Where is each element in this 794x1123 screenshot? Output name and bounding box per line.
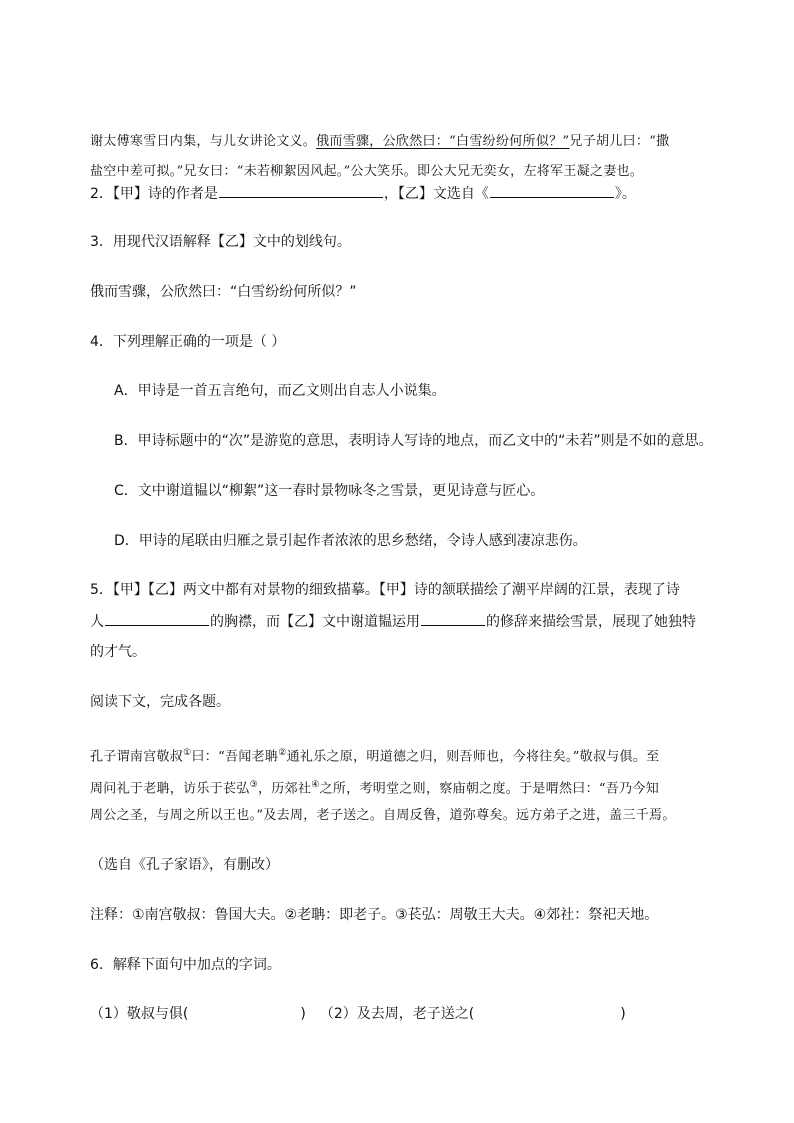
passage-text: 通礼乐之原，明道德之归，则吾师也，今将往矣。”敬叔与俱。至 — [286, 749, 660, 765]
option-b[interactable]: B．甲诗标题中的“次”是游览的意思，表明诗人写诗的地点，而乙文中的“未若”则是不如的意思。 — [114, 433, 713, 449]
passage-kongzi-line-3: 周公之圣，与周之所以王也。”及去周，老子送之。自周反鲁，道弥尊矣。远方弟子之进，盖三千焉。 — [90, 808, 676, 823]
question-2-text: 》。 — [614, 186, 636, 202]
passage-yi-line-2: 盐空中差可拟。”兄女曰：“未若柳絮因风起。”公大笑乐。即公大兄无奕女，左将军王凝之妻也。 — [90, 164, 644, 179]
passage-text: 周问礼于老聃，访乐于苌弘 — [90, 781, 250, 797]
question-2 — [90, 182, 636, 204]
footnote-marker-3: ③ — [249, 780, 258, 790]
passage-text: 曰：“吾闻老聃 — [191, 749, 279, 765]
question-6-item-2-label: （2）及去周，老子送之( — [319, 1006, 475, 1022]
passage-yi-line-1 — [90, 132, 669, 152]
option-a[interactable]: A．甲诗是一首五言绝句，而乙文则出自志人小说集。 — [114, 383, 446, 399]
answer-blank-rhetoric[interactable] — [421, 610, 485, 626]
question-6-item-1-label: （1）敬叔与俱( — [90, 1006, 189, 1022]
question-2-text: 2．【甲】诗的作者是 — [90, 186, 218, 202]
passage-text: 孔子谓南宫敬叔 — [90, 749, 184, 765]
question-6-item-2-close: ) — [620, 1006, 626, 1022]
passage-kongzi-line-1 — [90, 743, 659, 767]
option-c[interactable]: C．文中谢道韫以“柳絮”这一春时景物咏冬之雪景，更见诗意与匠心。 — [114, 483, 545, 499]
passage-kongzi-line-2 — [90, 775, 659, 799]
question-6-items — [90, 1004, 626, 1024]
passage-text: 之所，考明堂之则，察庙朝之度。于是喟然曰：“吾乃今知 — [319, 781, 660, 797]
footnote-marker-2: ② — [278, 748, 287, 758]
question-3-sentence: 俄而雪骤，公欣然曰：“白雪纷纷何所似？” — [90, 284, 357, 300]
answer-blank-author[interactable] — [219, 182, 383, 198]
option-d[interactable]: D．甲诗的尾联由归雁之景引起作者浓浓的思乡愁绪，令诗人感到凄凉悲伤。 — [114, 533, 587, 549]
question-5-text: 人 — [90, 614, 104, 630]
footnote-marker-4: ④ — [311, 780, 320, 790]
passage-text: ，历郊社 — [257, 781, 312, 797]
question-2-text: ，【乙】文选自《 — [383, 186, 489, 202]
question-5-line-3: 的才气。 — [90, 644, 146, 660]
answer-blank-bosom[interactable] — [105, 610, 209, 626]
answer-blank-source[interactable] — [490, 182, 614, 198]
footnote-marker-1: ① — [183, 748, 192, 758]
reading-instruction: 阅读下文，完成各题。 — [90, 694, 230, 710]
question-6-item-1-close: ) — [300, 1006, 306, 1022]
question-5-line-1: 5．【甲】【乙】两文中都有对景物的细致描摹。【甲】诗的颔联描绘了潮平岸阔的江景，表现了诗 — [90, 582, 680, 598]
annotation-notes: 注释：①南宫敬叔：鲁国大夫。②老聃：即老子。③苌弘：周敬王大夫。④郊社：祭祀天地。 — [90, 907, 659, 923]
source-note: （选自《孔子家语》，有删改） — [90, 857, 279, 873]
question-5-line-2 — [90, 610, 696, 632]
passage-yi-text: 兄子胡儿曰：“撒 — [569, 134, 670, 149]
question-5-text: 的胸襟，而【乙】文中谢道韫运用 — [210, 614, 420, 630]
question-3-prompt: 3．用现代汉语解释【乙】文中的划线句。 — [90, 234, 351, 250]
passage-yi-text: 谢太傅寒雪日内集，与儿女讲论文义。 — [90, 134, 317, 149]
question-5-text: 的修辞来描绘雪景，展现了她独特 — [486, 614, 696, 630]
question-4-prompt: 4．下列理解正确的一项是（ ） — [90, 334, 286, 350]
underlined-sentence: 俄而雪骤，公欣然曰：“白雪纷纷何所似？” — [316, 134, 570, 149]
question-6-prompt: 6．解释下面句中加点的字词。 — [90, 957, 281, 973]
